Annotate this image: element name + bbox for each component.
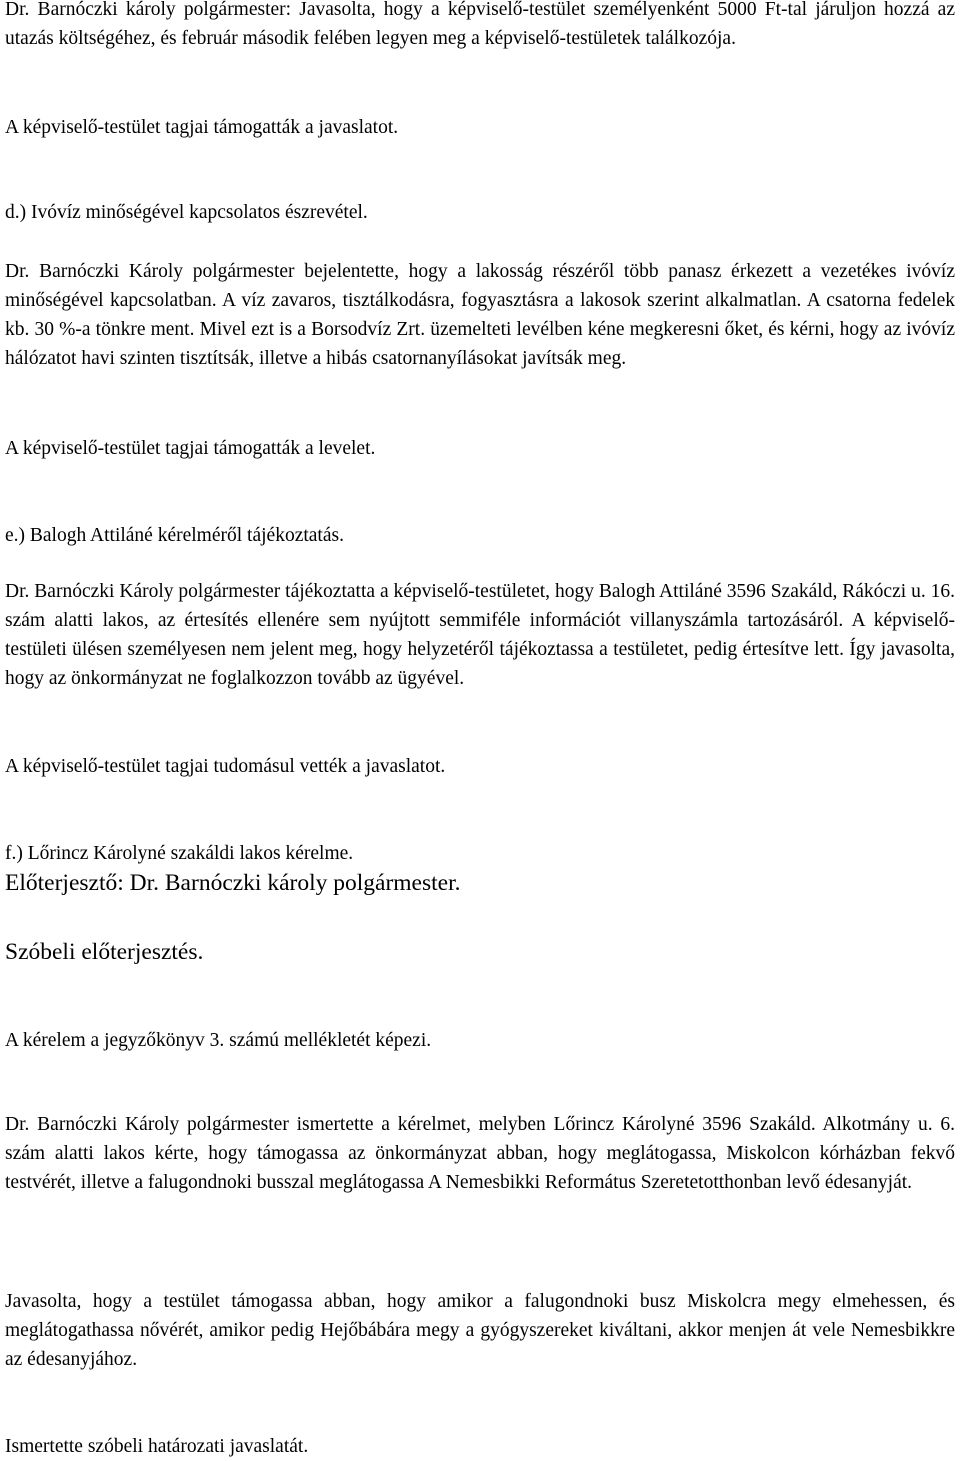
paragraph-recommendation: Javasolta, hogy a testület támogassa abban, hogy amikor a falugondnoki busz Miskolcra megy elmehessen, és meglátogathassa nővérét, amikor pedig Hejőbábára megy a gyógyszereket kiváltani, akkor menjen át vele Nemesbikkre az édesanyjához. (5, 1291, 955, 1370)
heading-drinking-water: d.) Ivóvíz minőségével kapcsolatos észrevétel. (5, 202, 368, 223)
paragraph-accepted-proposal: A képviselő-testület tagjai tudomásul vették a javaslatot. (5, 756, 446, 777)
heading-lorincz-request: f.) Lőrincz Károlyné szakáldi lakos kérelme. (5, 843, 354, 864)
paragraph-support-proposal: A képviselő-testület tagjai támogatták a javaslatot. (5, 117, 399, 138)
presenter-line: Előterjesztő: Dr. Barnóczki károly polgármester. (5, 870, 461, 896)
paragraph-travel-contribution: Dr. Barnóczki károly polgármester: Javasolta, hogy a képviselő-testület személyenként 5000 Ft-tal járuljon hozzá az utazás költségéhez, és február második felében legyen meg a képviselő-testületek találkozója. (5, 0, 955, 49)
paragraph-water-complaint: Dr. Barnóczki Károly polgármester bejelentette, hogy a lakosság részéről több panasz érkezett a vezetékes ivóvíz minőségével kapcsolatban. A víz zavaros, tisztálkodásra, fogyasztásra a lakosok szerint alkalmatlan. A csatorna fedelek kb. 30 %-a tönkre ment. Mivel ezt is a Borsodvíz Zrt. üzemelteti levélben kéne megkeresni őket, és kérni, hogy az ivóvíz hálózatot havi szinten tisztítsák, illetve a hibás csatornanyílásokat javítsák meg. (5, 261, 955, 369)
paragraph-support-letter: A képviselő-testület tagjai támogatták a levelet. (5, 438, 376, 459)
paragraph-oral-resolution: Ismertette szóbeli határozati javaslatát. (5, 1436, 309, 1457)
heading-balogh-request: e.) Balogh Attiláné kérelméről tájékoztatás. (5, 525, 344, 546)
paragraph-balogh-information: Dr. Barnóczki Károly polgármester tájékoztatta a képviselő-testületet, hogy Balogh Attiláné 3596 Szakáld, Rákóczi u. 16. szám alatti lakos, az értesítés ellenére sem nyújtott semmiféle információt villanyszámla tartozásáról. A képviselő-testületi ülésen személyesen nem jelent meg, hogy helyzetéről tájékoztassa a testületet, pedig értesítve lett. Így javasolta, hogy az önkormányzat ne foglalkozzon tovább az ügyével. (5, 581, 955, 689)
appendix-reference: A kérelem a jegyzőkönyv 3. számú mellékletét képezi. (5, 1030, 432, 1051)
oral-presentation-line: Szóbeli előterjesztés. (5, 939, 204, 965)
paragraph-request-details: Dr. Barnóczki Károly polgármester ismertette a kérelmet, melyben Lőrincz Károlyné 3596 Szakáld. Alkotmány u. 6. szám alatti lakos kérte, hogy támogassa az önkormányzat abban, hogy meglátogassa, Miskolcon kórházban fekvő testvérét, illetve a falugondnoki busszal meglátogassa A Nemesbikki Református Szeretetotthonban levő édesanyját. (5, 1114, 955, 1193)
